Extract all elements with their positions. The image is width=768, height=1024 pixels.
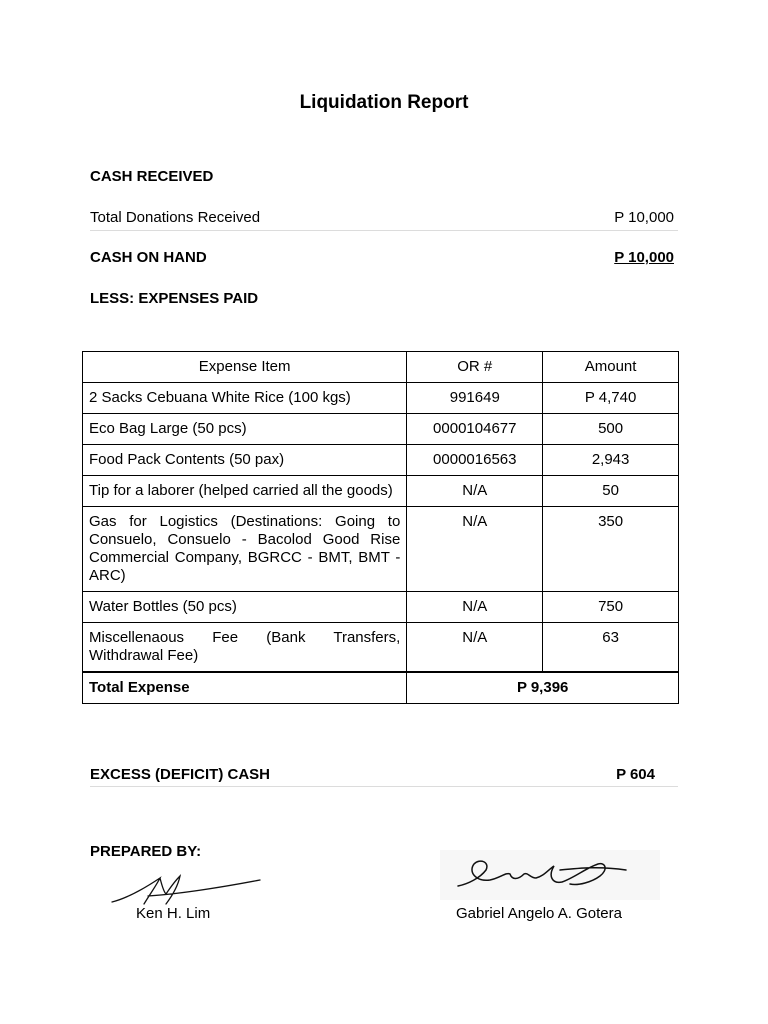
or-number-cell: 0000016563 <box>407 445 543 476</box>
table-total-row <box>83 672 679 704</box>
expense-item-cell: Water Bottles (50 pcs) <box>83 592 407 623</box>
or-number-cell: N/A <box>407 592 543 623</box>
donations-label: Total Donations Received <box>90 209 261 226</box>
amount-cell: 350 <box>543 507 679 592</box>
table-row <box>83 623 679 673</box>
page-title: Liquidation Report <box>299 92 469 113</box>
amount-cell: 750 <box>543 592 679 623</box>
or-number-cell: 991649 <box>407 383 543 414</box>
less-expenses-heading: LESS: EXPENSES PAID <box>90 290 259 307</box>
excess-divider <box>90 786 678 787</box>
excess-cash-label: EXCESS (DEFICIT) CASH <box>90 766 271 783</box>
header-amount: Amount <box>543 352 679 383</box>
expense-item-cell: Tip for a laborer (helped carried all the goods) <box>83 476 407 507</box>
amount-cell: 63 <box>543 623 679 673</box>
donations-amount: P 10,000 <box>614 209 674 226</box>
or-number-cell: N/A <box>407 507 543 592</box>
amount-cell: P 4,740 <box>543 383 679 414</box>
expense-item-cell: Eco Bag Large (50 pcs) <box>83 414 407 445</box>
or-number-cell: 0000104677 <box>407 414 543 445</box>
amount-cell: 50 <box>543 476 679 507</box>
table-row <box>83 476 679 507</box>
table-row <box>83 592 679 623</box>
cash-on-hand-label: CASH ON HAND <box>90 249 207 266</box>
header-or-number: OR # <box>407 352 543 383</box>
expense-item-cell: Food Pack Contents (50 pax) <box>83 445 407 476</box>
table-header-row <box>83 352 679 383</box>
table-row <box>83 507 679 592</box>
signature-2-image <box>440 850 660 900</box>
total-expense-amount: P 9,396 <box>407 672 679 704</box>
cash-on-hand-amount: P 10,000 <box>614 249 674 266</box>
or-number-cell: N/A <box>407 623 543 673</box>
total-expense-label: Total Expense <box>83 672 407 704</box>
table-row <box>83 414 679 445</box>
cash-received-heading: CASH RECEIVED <box>90 168 214 185</box>
expense-item-cell: Gas for Logistics (Destinations: Going to Consuelo, Consuelo - Bacolod Good Rise Commercial Company, BGRCC - BMT, BMT - ARC) <box>83 507 407 592</box>
prepared-by-label: PREPARED BY: <box>90 843 202 860</box>
expense-table <box>82 351 679 704</box>
expense-item-cell: 2 Sacks Cebuana White Rice (100 kgs) <box>83 383 407 414</box>
signer-2-name: Gabriel Angelo A. Gotera <box>456 905 622 922</box>
or-number-cell: N/A <box>407 476 543 507</box>
table-row <box>83 445 679 476</box>
amount-cell: 500 <box>543 414 679 445</box>
amount-cell: 2,943 <box>543 445 679 476</box>
signer-1-name: Ken H. Lim <box>136 905 211 922</box>
table-row <box>83 383 679 414</box>
expense-item-cell: Miscellenaous Fee (Bank Transfers, Withdrawal Fee) <box>83 623 407 673</box>
excess-cash-amount: P 604 <box>616 766 655 783</box>
header-expense-item: Expense Item <box>83 352 407 383</box>
donations-divider <box>90 230 678 231</box>
